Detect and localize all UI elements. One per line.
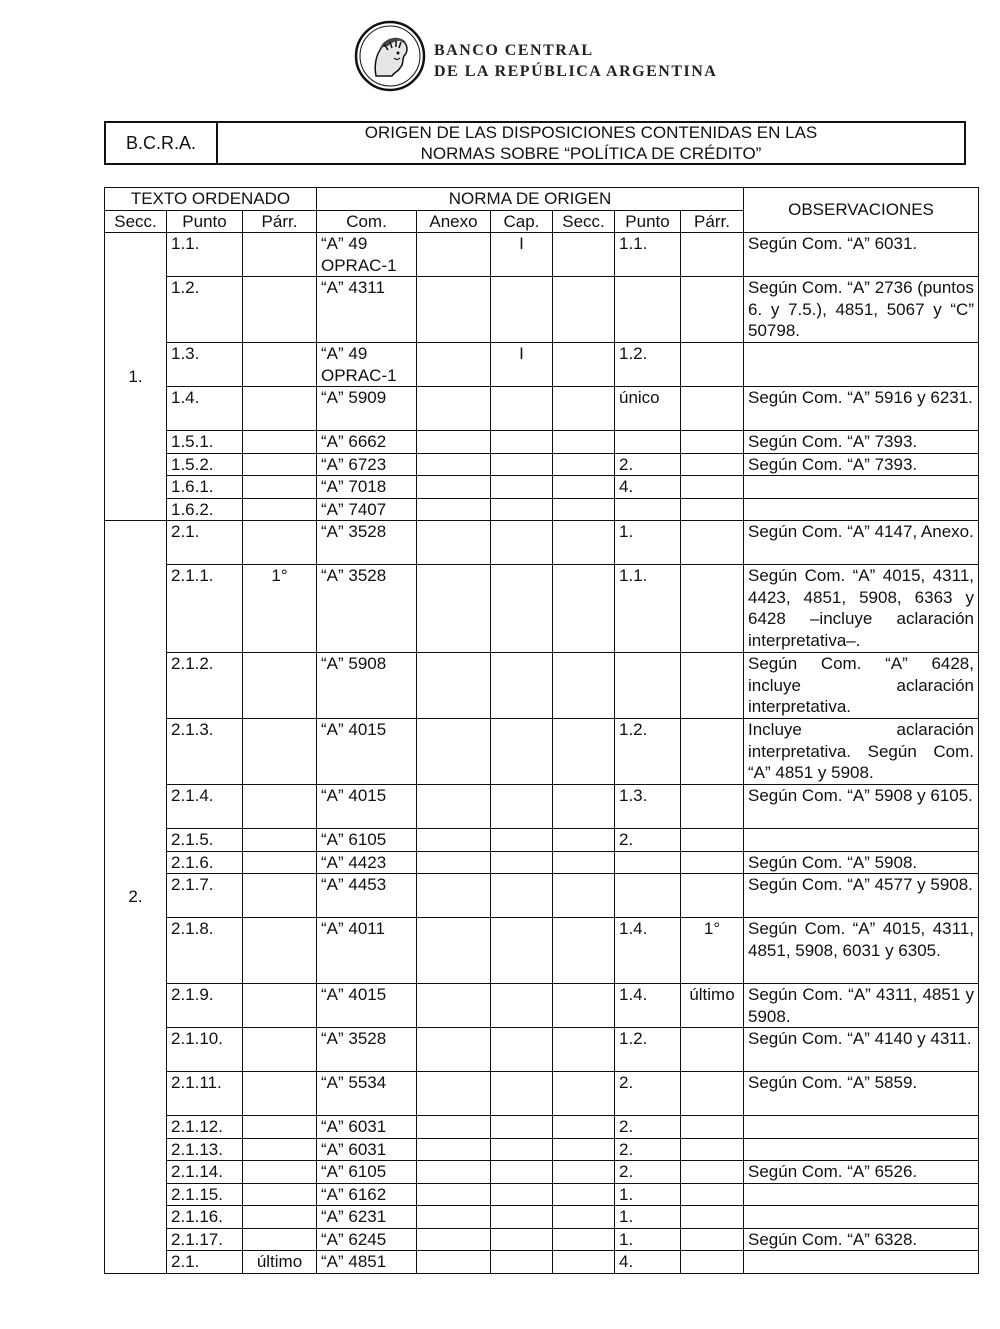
cell-anexo <box>417 1206 491 1229</box>
table-row <box>105 1251 979 1274</box>
table-row <box>105 1138 979 1161</box>
col-norma-parr: Párr. <box>681 210 744 233</box>
cell-parr <box>243 498 317 521</box>
cell-punto: 2.1.15. <box>167 1183 243 1206</box>
cell-npunto <box>615 431 681 454</box>
table-row <box>105 1072 979 1116</box>
cell-cap: I <box>491 343 553 387</box>
table-row <box>105 1206 979 1229</box>
cell-punto: 2.1.3. <box>167 719 243 785</box>
cell-obs: Según Com. “A” 5859. <box>744 1072 979 1116</box>
cell-npunto: 1. <box>615 1228 681 1251</box>
cell-cap <box>491 1183 553 1206</box>
cell-obs: Según Com. “A” 6328. <box>744 1228 979 1251</box>
cell-obs <box>744 1116 979 1139</box>
cell-anexo <box>417 565 491 653</box>
cell-punto: 2.1.4. <box>167 785 243 829</box>
cell-secc <box>553 829 615 852</box>
table-row <box>105 387 979 431</box>
cell-obs: Según Com. “A” 5916 y 6231. <box>744 387 979 431</box>
table-body <box>105 233 979 1274</box>
cell-com: “A” 49 OPRAC-1 <box>317 233 417 277</box>
cell-anexo <box>417 343 491 387</box>
cell-npunto: 1.3. <box>615 785 681 829</box>
cell-punto: 1.6.1. <box>167 476 243 499</box>
cell-secc <box>553 387 615 431</box>
table-row <box>105 851 979 874</box>
cell-com: “A” 4015 <box>317 719 417 785</box>
cell-cap <box>491 984 553 1028</box>
cell-npunto <box>615 653 681 719</box>
cell-parr <box>243 1206 317 1229</box>
cell-parr <box>243 829 317 852</box>
cell-cap <box>491 565 553 653</box>
cell-obs: Según Com. “A” 4015, 4311, 4423, 4851, 5908, 6363 y 6428 –incluye aclaración interpretativa–. <box>744 565 979 653</box>
group-texto-ordenado: TEXTO ORDENADO <box>105 188 317 211</box>
table-row <box>105 874 979 918</box>
cell-obs <box>744 829 979 852</box>
cell-obs: Según Com. “A” 6031. <box>744 233 979 277</box>
cell-parr <box>243 653 317 719</box>
group-norma-origen: NORMA DE ORIGEN <box>317 188 744 211</box>
cell-secc <box>553 565 615 653</box>
cell-cap <box>491 1206 553 1229</box>
cell-cap <box>491 1072 553 1116</box>
table-row <box>105 719 979 785</box>
header-title-line2: NORMAS SOBRE “POLÍTICA DE CRÉDITO” <box>420 144 762 163</box>
cell-secc <box>553 343 615 387</box>
cell-npunto: 1.2. <box>615 719 681 785</box>
cell-secc <box>553 1228 615 1251</box>
table-row <box>105 1116 979 1139</box>
cell-npunto: 1. <box>615 521 681 565</box>
table-row <box>105 565 979 653</box>
cell-parr <box>243 1072 317 1116</box>
bank-name-line1: BANCO CENTRAL <box>434 42 594 59</box>
cell-secc <box>553 1251 615 1274</box>
cell-punto: 2.1.2. <box>167 653 243 719</box>
cell-secc <box>553 233 615 277</box>
cell-com: “A” 7018 <box>317 476 417 499</box>
cell-parr <box>243 1161 317 1184</box>
cell-cap <box>491 521 553 565</box>
cell-anexo <box>417 874 491 918</box>
cell-cap <box>491 1251 553 1274</box>
cell-secc <box>553 1206 615 1229</box>
cell-secc <box>553 984 615 1028</box>
cell-parr <box>243 1138 317 1161</box>
cell-parr <box>243 521 317 565</box>
cell-nparr <box>681 1138 744 1161</box>
col-parr: Párr. <box>243 210 317 233</box>
cell-com: “A” 6231 <box>317 1206 417 1229</box>
cell-com: “A” 4453 <box>317 874 417 918</box>
origin-table <box>104 187 979 1274</box>
cell-parr <box>243 476 317 499</box>
section-cell: 2. <box>105 521 167 1274</box>
cell-punto: 2.1.14. <box>167 1161 243 1184</box>
col-anexo: Anexo <box>417 210 491 233</box>
col-cap: Cap. <box>491 210 553 233</box>
cell-nparr <box>681 1251 744 1274</box>
header-title-line1: ORIGEN DE LAS DISPOSICIONES CONTENIDAS EN LAS <box>364 123 818 142</box>
cell-parr <box>243 277 317 343</box>
cell-parr <box>243 984 317 1028</box>
cell-nparr <box>681 233 744 277</box>
cell-npunto: 2. <box>615 1116 681 1139</box>
cell-cap <box>491 1116 553 1139</box>
table-row <box>105 785 979 829</box>
cell-com: “A” 3528 <box>317 565 417 653</box>
cell-nparr <box>681 874 744 918</box>
cell-parr <box>243 918 317 984</box>
cell-secc <box>553 1138 615 1161</box>
cell-npunto: 1. <box>615 1183 681 1206</box>
table-row <box>105 1228 979 1251</box>
cell-nparr <box>681 521 744 565</box>
cell-nparr <box>681 387 744 431</box>
cell-nparr <box>681 1072 744 1116</box>
cell-punto: 2.1.13. <box>167 1138 243 1161</box>
cell-com: “A” 3528 <box>317 1028 417 1072</box>
col-secc: Secc. <box>105 210 167 233</box>
cell-anexo <box>417 476 491 499</box>
cell-com: “A” 6662 <box>317 431 417 454</box>
cell-punto: 2.1. <box>167 1251 243 1274</box>
cell-punto: 2.1.12. <box>167 1116 243 1139</box>
table-row <box>105 984 979 1028</box>
cell-obs: Según Com. “A” 7393. <box>744 431 979 454</box>
col-norma-secc: Secc. <box>553 210 615 233</box>
table-row <box>105 1183 979 1206</box>
cell-cap <box>491 453 553 476</box>
cell-nparr: último <box>681 984 744 1028</box>
cell-com: “A” 6031 <box>317 1138 417 1161</box>
cell-com: “A” 6105 <box>317 1161 417 1184</box>
cell-cap: I <box>491 233 553 277</box>
cell-nparr <box>681 343 744 387</box>
cell-secc <box>553 874 615 918</box>
col-observaciones: OBSERVACIONES <box>744 188 979 233</box>
cell-nparr <box>681 719 744 785</box>
cell-com: “A” 4423 <box>317 851 417 874</box>
cell-cap <box>491 431 553 454</box>
cell-npunto: 1.2. <box>615 1028 681 1072</box>
cell-cap <box>491 874 553 918</box>
cell-obs: Según Com. “A” 2736 (puntos 6. y 7.5.), 4851, 5067 y “C” 50798. <box>744 277 979 343</box>
cell-anexo <box>417 233 491 277</box>
cell-parr <box>243 851 317 874</box>
bcra-logo-icon <box>354 20 426 92</box>
cell-com: “A” 49 OPRAC-1 <box>317 343 417 387</box>
table-row <box>105 343 979 387</box>
cell-obs: Según Com. “A” 4311, 4851 y 5908. <box>744 984 979 1028</box>
cell-npunto <box>615 874 681 918</box>
cell-anexo <box>417 829 491 852</box>
cell-parr <box>243 1228 317 1251</box>
cell-com: “A” 7407 <box>317 498 417 521</box>
cell-punto: 2.1.8. <box>167 918 243 984</box>
cell-secc <box>553 453 615 476</box>
table-row <box>105 653 979 719</box>
cell-cap <box>491 785 553 829</box>
cell-npunto: 4. <box>615 1251 681 1274</box>
cell-com: “A” 4011 <box>317 918 417 984</box>
cell-secc <box>553 785 615 829</box>
cell-obs: Según Com. “A” 4140 y 4311. <box>744 1028 979 1072</box>
cell-nparr: 1° <box>681 918 744 984</box>
cell-nparr <box>681 1161 744 1184</box>
table-row <box>105 1161 979 1184</box>
cell-anexo <box>417 851 491 874</box>
cell-anexo <box>417 984 491 1028</box>
cell-secc <box>553 1161 615 1184</box>
cell-nparr <box>681 498 744 521</box>
cell-anexo <box>417 653 491 719</box>
cell-cap <box>491 476 553 499</box>
cell-npunto: 2. <box>615 453 681 476</box>
cell-obs <box>744 1206 979 1229</box>
table-row <box>105 431 979 454</box>
col-norma-punto: Punto <box>615 210 681 233</box>
cell-com: “A” 6162 <box>317 1183 417 1206</box>
table-row <box>105 521 979 565</box>
cell-punto: 2.1.10. <box>167 1028 243 1072</box>
cell-npunto: 2. <box>615 829 681 852</box>
cell-anexo <box>417 498 491 521</box>
cell-npunto: 1.1. <box>615 233 681 277</box>
cell-obs: Según Com. “A” 4015, 4311, 4851, 5908, 6031 y 6305. <box>744 918 979 984</box>
cell-secc <box>553 498 615 521</box>
cell-obs: Según Com. “A” 6526. <box>744 1161 979 1184</box>
cell-secc <box>553 1072 615 1116</box>
cell-anexo <box>417 277 491 343</box>
cell-npunto: 2. <box>615 1138 681 1161</box>
cell-com: “A” 3528 <box>317 521 417 565</box>
cell-obs: Incluye aclaración interpretativa. Según Com. “A” 4851 y 5908. <box>744 719 979 785</box>
cell-npunto <box>615 498 681 521</box>
cell-punto: 1.2. <box>167 277 243 343</box>
cell-obs <box>744 476 979 499</box>
cell-punto: 1.1. <box>167 233 243 277</box>
cell-parr <box>243 1183 317 1206</box>
cell-anexo <box>417 1251 491 1274</box>
cell-parr <box>243 343 317 387</box>
cell-parr <box>243 1028 317 1072</box>
cell-npunto: único <box>615 387 681 431</box>
cell-secc <box>553 1183 615 1206</box>
cell-cap <box>491 653 553 719</box>
cell-parr: 1° <box>243 565 317 653</box>
cell-obs <box>744 498 979 521</box>
cell-com: “A” 5908 <box>317 653 417 719</box>
cell-obs <box>744 343 979 387</box>
cell-anexo <box>417 918 491 984</box>
cell-anexo <box>417 431 491 454</box>
cell-nparr <box>681 653 744 719</box>
cell-anexo <box>417 521 491 565</box>
cell-anexo <box>417 1116 491 1139</box>
cell-punto: 1.4. <box>167 387 243 431</box>
cell-com: “A” 6723 <box>317 453 417 476</box>
cell-cap <box>491 498 553 521</box>
cell-secc <box>553 851 615 874</box>
cell-npunto: 4. <box>615 476 681 499</box>
cell-obs: Según Com. “A” 5908. <box>744 851 979 874</box>
cell-com: “A” 4015 <box>317 785 417 829</box>
cell-obs <box>744 1183 979 1206</box>
cell-com: “A” 4015 <box>317 984 417 1028</box>
cell-nparr <box>681 829 744 852</box>
cell-punto: 2.1.9. <box>167 984 243 1028</box>
cell-cap <box>491 719 553 785</box>
cell-com: “A” 5534 <box>317 1072 417 1116</box>
cell-anexo <box>417 1228 491 1251</box>
cell-anexo <box>417 1072 491 1116</box>
cell-anexo <box>417 1161 491 1184</box>
cell-com: “A” 6245 <box>317 1228 417 1251</box>
cell-nparr <box>681 851 744 874</box>
cell-parr <box>243 1116 317 1139</box>
cell-nparr <box>681 1183 744 1206</box>
cell-secc <box>553 653 615 719</box>
table-row <box>105 277 979 343</box>
cell-npunto: 1.4. <box>615 918 681 984</box>
cell-npunto: 1. <box>615 1206 681 1229</box>
cell-npunto <box>615 851 681 874</box>
cell-parr <box>243 387 317 431</box>
cell-npunto: 2. <box>615 1161 681 1184</box>
cell-secc <box>553 476 615 499</box>
cell-parr <box>243 233 317 277</box>
cell-nparr <box>681 1116 744 1139</box>
cell-secc <box>553 521 615 565</box>
cell-npunto <box>615 277 681 343</box>
cell-cap <box>491 1161 553 1184</box>
cell-anexo <box>417 1183 491 1206</box>
cell-secc <box>553 1116 615 1139</box>
cell-parr <box>243 453 317 476</box>
cell-punto: 1.6.2. <box>167 498 243 521</box>
cell-punto: 1.3. <box>167 343 243 387</box>
table-row <box>105 233 979 277</box>
table-row <box>105 918 979 984</box>
cell-nparr <box>681 476 744 499</box>
cell-nparr <box>681 431 744 454</box>
col-punto: Punto <box>167 210 243 233</box>
document-header <box>104 121 966 165</box>
header-title <box>218 123 964 163</box>
cell-cap <box>491 387 553 431</box>
cell-com: “A” 6105 <box>317 829 417 852</box>
cell-com: “A” 4311 <box>317 277 417 343</box>
table-row <box>105 498 979 521</box>
cell-punto: 1.5.1. <box>167 431 243 454</box>
cell-nparr <box>681 785 744 829</box>
cell-secc <box>553 719 615 785</box>
cell-secc <box>553 918 615 984</box>
cell-npunto: 1.1. <box>615 565 681 653</box>
cell-obs: Según Com. “A” 4147, Anexo. <box>744 521 979 565</box>
cell-punto: 2.1.6. <box>167 851 243 874</box>
cell-cap <box>491 1028 553 1072</box>
cell-com: “A” 4851 <box>317 1251 417 1274</box>
cell-obs <box>744 1138 979 1161</box>
cell-secc <box>553 1028 615 1072</box>
cell-cap <box>491 918 553 984</box>
cell-com: “A” 5909 <box>317 387 417 431</box>
cell-obs: Según Com. “A” 5908 y 6105. <box>744 785 979 829</box>
table-group-header-row <box>105 188 979 211</box>
cell-punto: 2.1.11. <box>167 1072 243 1116</box>
cell-parr: último <box>243 1251 317 1274</box>
cell-cap <box>491 277 553 343</box>
cell-parr <box>243 431 317 454</box>
cell-anexo <box>417 387 491 431</box>
cell-punto: 1.5.2. <box>167 453 243 476</box>
cell-punto: 2.1.7. <box>167 874 243 918</box>
cell-nparr <box>681 1228 744 1251</box>
table-row <box>105 1028 979 1072</box>
cell-punto: 2.1.5. <box>167 829 243 852</box>
cell-secc <box>553 277 615 343</box>
col-com: Com. <box>317 210 417 233</box>
cell-anexo <box>417 1028 491 1072</box>
cell-cap <box>491 1138 553 1161</box>
cell-npunto: 1.4. <box>615 984 681 1028</box>
cell-parr <box>243 719 317 785</box>
cell-parr <box>243 874 317 918</box>
cell-cap <box>491 829 553 852</box>
table-row <box>105 453 979 476</box>
cell-obs: Según Com. “A” 6428, incluye aclaración interpretativa. <box>744 653 979 719</box>
cell-nparr <box>681 565 744 653</box>
cell-npunto: 2. <box>615 1072 681 1116</box>
cell-obs: Según Com. “A” 4577 y 5908. <box>744 874 979 918</box>
cell-obs <box>744 1251 979 1274</box>
cell-npunto: 1.2. <box>615 343 681 387</box>
cell-cap <box>491 1228 553 1251</box>
section-cell: 1. <box>105 233 167 521</box>
cell-secc <box>553 431 615 454</box>
cell-nparr <box>681 277 744 343</box>
table-row <box>105 829 979 852</box>
cell-parr <box>243 785 317 829</box>
cell-punto: 2.1.1. <box>167 565 243 653</box>
cell-obs: Según Com. “A” 7393. <box>744 453 979 476</box>
cell-anexo <box>417 453 491 476</box>
cell-cap <box>491 851 553 874</box>
header-bcra-label: B.C.R.A. <box>106 123 218 163</box>
cell-anexo <box>417 785 491 829</box>
cell-punto: 2.1.16. <box>167 1206 243 1229</box>
cell-anexo <box>417 1138 491 1161</box>
cell-nparr <box>681 453 744 476</box>
table-row <box>105 476 979 499</box>
cell-com: “A” 6031 <box>317 1116 417 1139</box>
cell-anexo <box>417 719 491 785</box>
cell-nparr <box>681 1206 744 1229</box>
bank-name-line2: DE LA REPÚBLICA ARGENTINA <box>434 63 718 80</box>
cell-punto: 2.1.17. <box>167 1228 243 1251</box>
cell-punto: 2.1. <box>167 521 243 565</box>
cell-nparr <box>681 1028 744 1072</box>
bank-name <box>434 40 717 82</box>
